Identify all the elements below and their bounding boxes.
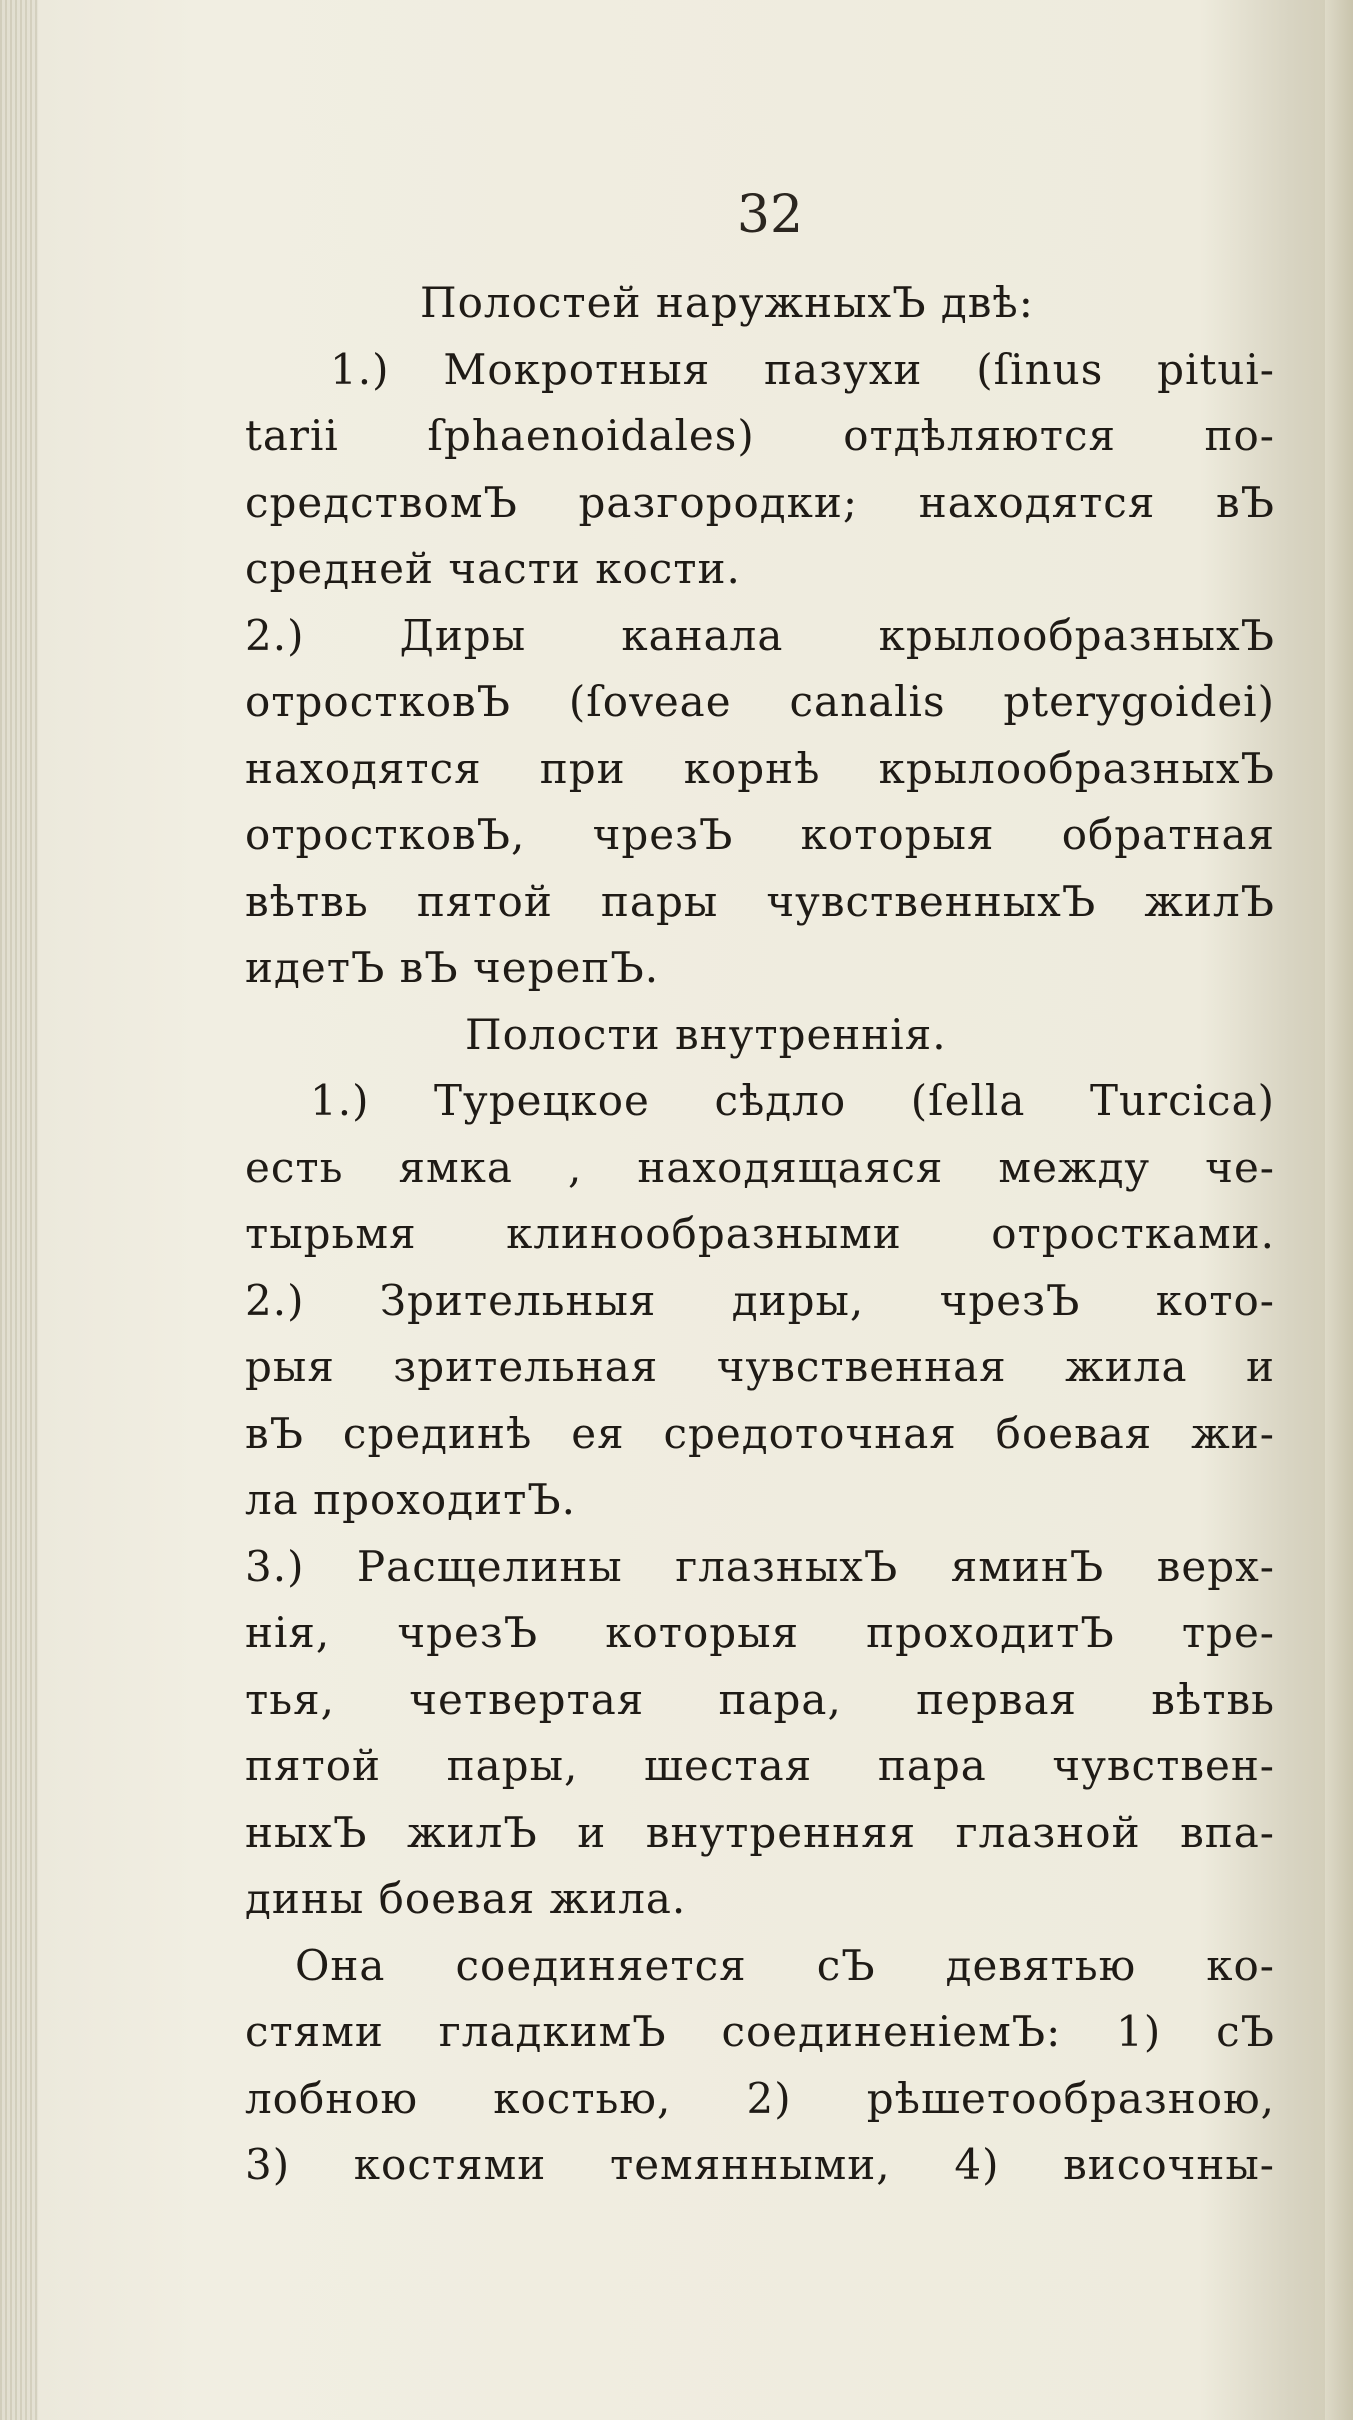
text-line: лобною костью, 2) рѣшетообразною, bbox=[245, 2073, 1275, 2123]
text-line: 3.) Расщелины глазныхЪ яминЪ верх- bbox=[245, 1541, 1275, 1591]
page-edge bbox=[1325, 0, 1353, 2420]
text-line: стями гладкимЪ соединеніемЪ: 1) сЪ bbox=[245, 2007, 1275, 2056]
text-line: 2.) Зрительныя диры, чрезЪ кото- bbox=[245, 1275, 1275, 1325]
text-line: рыя зрительная чувственная жила и bbox=[245, 1342, 1275, 1391]
text-line: ныхЪ жилЪ и внутренняя глазной впа- bbox=[245, 1807, 1275, 1857]
text-line: средней части кости. bbox=[245, 544, 741, 593]
text-line: 1.) Турецкое сѣдло (ſella Turcica) bbox=[310, 1076, 1275, 1125]
text-line: есть ямка , находящаяся между че- bbox=[245, 1142, 1275, 1192]
text-line: 1.) Мокротныя пазухи (ſinus pitui- bbox=[330, 344, 1275, 394]
text-line: отростковЪ (ſoveae canalis pterygoidei) bbox=[245, 677, 1275, 726]
binding-gutter bbox=[0, 0, 38, 2420]
text-line: идетЪ вЪ черепЪ. bbox=[245, 943, 660, 992]
text-line: средствомЪ разгородки; находятся вЪ bbox=[245, 477, 1275, 527]
text-line: Полостей наружныхЪ двѣ: bbox=[420, 278, 1034, 327]
text-line: вЪ срединѣ ея средоточная боевая жи- bbox=[245, 1408, 1275, 1458]
text-line: вѣтвь пятой пары чувственныхЪ жилЪ bbox=[245, 876, 1275, 926]
text-line: Полости внутреннія. bbox=[465, 1009, 947, 1059]
text-line: 2.) Диры канала крылообразныхЪ bbox=[245, 610, 1275, 660]
text-line: 3) костями темянными, 4) височны- bbox=[245, 2140, 1275, 2189]
text-line: нія, чрезЪ которыя проходитЪ тре- bbox=[245, 1608, 1275, 1657]
text-line: пятой пары, шестая пара чувствен- bbox=[245, 1741, 1275, 1790]
text-line: ла проходитЪ. bbox=[245, 1475, 577, 1524]
text-line: тья, четвертая пара, первая вѣтвь bbox=[245, 1674, 1275, 1724]
body-text bbox=[245, 270, 1275, 2199]
text-line: находятся при корнѣ крылообразныхЪ bbox=[245, 743, 1275, 793]
text-line: tarii ſphaenoidales) отдѣляются по- bbox=[245, 411, 1275, 460]
text-line: тырьмя клинообразными отростками. bbox=[245, 1209, 1275, 1258]
text-line: отростковЪ, чрезЪ которыя обратная bbox=[245, 810, 1275, 859]
text-line: дины боевая жила. bbox=[245, 1874, 687, 1923]
page-number: 32 bbox=[736, 185, 804, 245]
text-line: Она соединяется сЪ девятью ко- bbox=[295, 1940, 1275, 1990]
